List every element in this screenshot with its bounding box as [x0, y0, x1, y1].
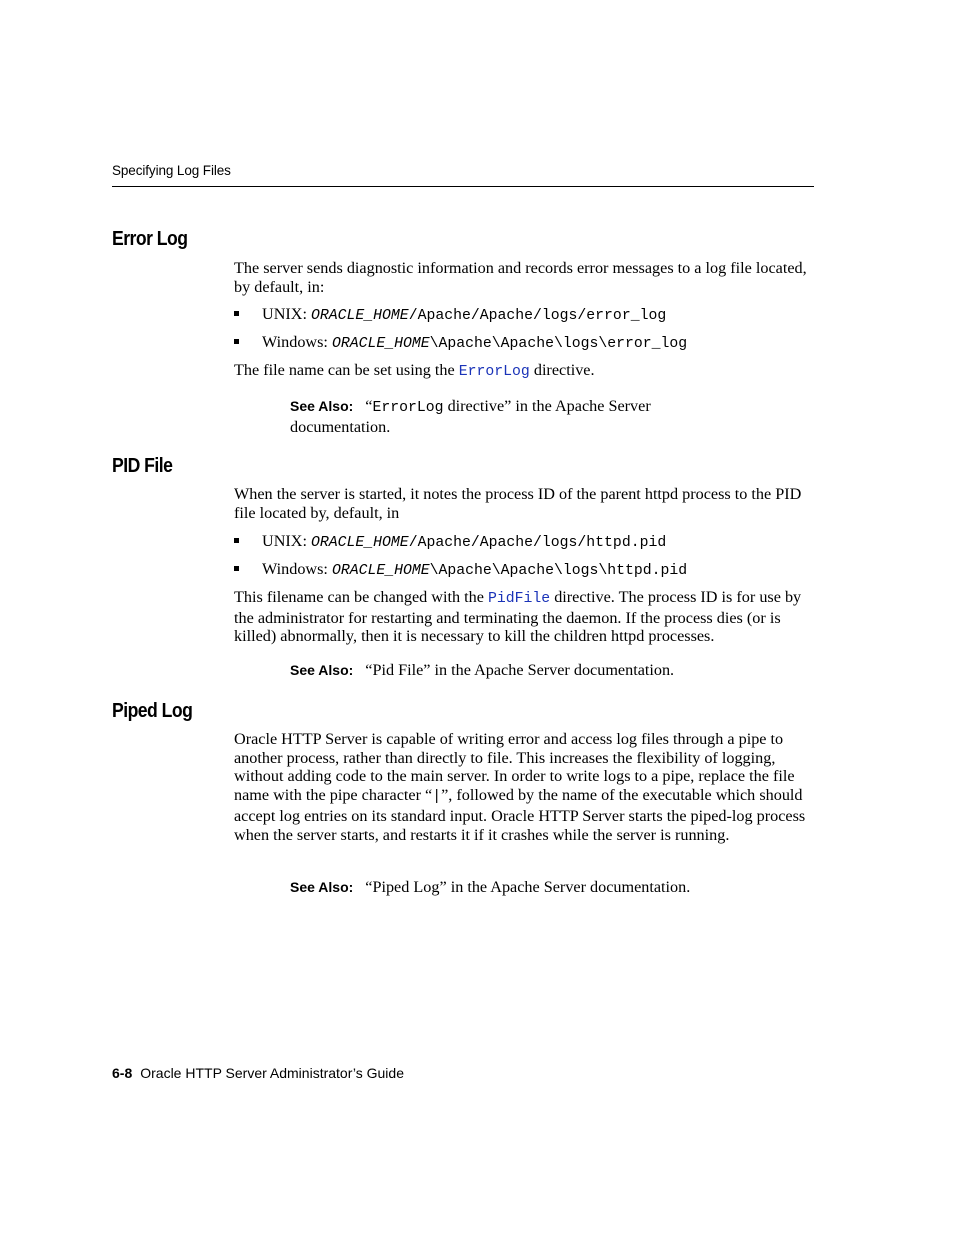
log-path: /Apache/Apache/logs/error_log [408, 308, 667, 324]
bullet-label: Windows: [262, 560, 332, 578]
errorlog-directive-link[interactable]: ErrorLog [458, 364, 530, 380]
oracle-home-variable: ORACLE_HOME [311, 308, 409, 324]
log-path: \Apache\Apache\logs\error_log [429, 336, 688, 352]
section-heading-error-log: Error Log [112, 228, 188, 250]
page-number: 6-8 [112, 1065, 133, 1081]
see-also-label: See Also: [290, 662, 354, 678]
bullet-square-icon [234, 566, 239, 571]
book-title: Oracle HTTP Server Administrator’s Guide [140, 1065, 404, 1081]
bullet-label: Windows: [262, 333, 332, 351]
see-also-label: See Also: [290, 398, 354, 414]
bullet-square-icon [234, 311, 239, 316]
pid-file-directive-text: This filename can be changed with the PidFile directive. The process ID is for use by the administrator for restarting and terminating the daemon. If the process dies (or is killed) abnormally, then it is necessary to kill the children httpd processes. [234, 588, 802, 646]
bullet-square-icon [234, 538, 239, 543]
error-log-directive-text: The file name can be set using the ErrorLog directive. [234, 361, 595, 380]
bullet-label: UNIX: [262, 305, 312, 323]
see-also-label: See Also: [290, 879, 354, 895]
error-log-intro: The server sends diagnostic information and records error messages to a log file located, by default, in: [234, 259, 807, 296]
error-log-see-also: See Also: “ErrorLog directive” in the Apache Server documentation. [290, 397, 651, 436]
section-heading-pid-file: PID File [112, 455, 173, 477]
bullet-square-icon [234, 339, 239, 344]
running-header: Specifying Log Files [112, 163, 231, 178]
pipe-character-code: | [432, 789, 442, 806]
pid-file-see-also: See Also: “Pid File” in the Apache Server documentation. [290, 661, 675, 679]
oracle-home-variable: ORACLE_HOME [331, 563, 430, 579]
bullet-label: UNIX: [262, 532, 312, 550]
pid-path: /Apache/Apache/logs/httpd.pid [408, 535, 667, 551]
section-heading-piped-log: Piped Log [112, 700, 193, 722]
page-footer [112, 1065, 404, 1081]
errorlog-code: ErrorLog [372, 400, 444, 416]
pidfile-directive-link[interactable]: PidFile [487, 591, 551, 607]
oracle-home-variable: ORACLE_HOME [311, 535, 409, 551]
pid-path: \Apache\Apache\logs\httpd.pid [429, 563, 688, 579]
piped-log-body: Oracle HTTP Server is capable of writing error and access log files through a pipe to another process, rather than directly to file. This increases the flexibility of logging, without adding code to the main server. In order to write logs to a pipe, replace the file name with the pipe character “|”, followed by the name of the executable which should accept log entries on its standard input. Oracle HTTP Server starts the piped-log process when the server starts, and restarts it if it crashes while the server is running. [234, 730, 806, 844]
piped-log-see-also: See Also: “Piped Log” in the Apache Server documentation. [290, 878, 691, 896]
header-rule [112, 186, 814, 187]
oracle-home-variable: ORACLE_HOME [331, 336, 430, 352]
pid-file-intro: When the server is started, it notes the process ID of the parent httpd process to the PID file located by, default, in [234, 485, 802, 522]
